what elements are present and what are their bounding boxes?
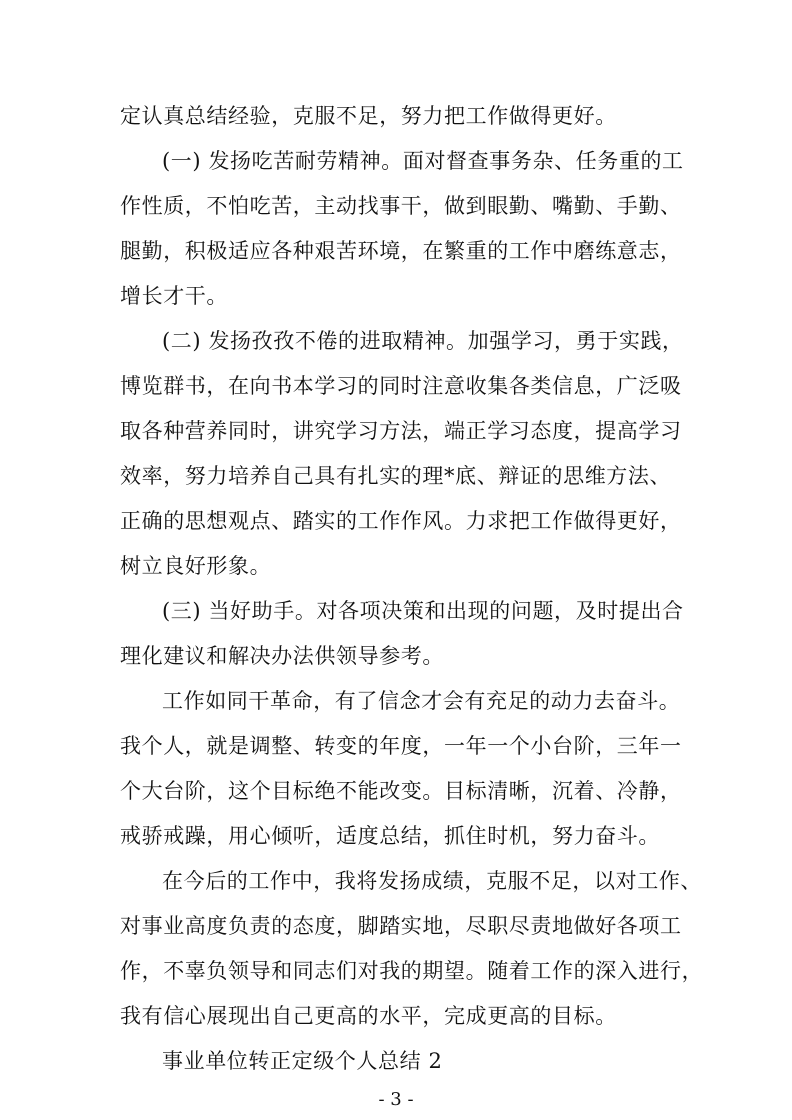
text-line: 我个人，就是调整、转变的年度，一年一个小台阶，三年一 [120,734,682,758]
text-line: 增长才干。 [120,284,228,308]
text-line: 腿勤，积极适应各种艰苦环境，在繁重的工作中磨练意志， [120,239,682,263]
page-number: - 3 - [378,1089,414,1110]
text-line: 对事业高度负责的态度，脚踏实地，尽职尽责地做好各项工 [120,914,682,938]
paragraph-heading-2: (二) 发扬孜孜不倦的进取精神。加强学习，勇于实践， [162,329,684,353]
paragraph-heading-3: (三) 当好助手。对各项决策和出现的问题，及时提出合 [162,599,684,623]
paragraph-start: 在今后的工作中，我将发扬成绩，克服不足，以对工作、 [162,869,702,893]
text-line: 博览群书，在向书本学习的同时注意收集各类信息，广泛吸 [120,374,682,398]
text-line: 正确的思想观点、踏实的工作作风。力求把工作做得更好， [120,509,682,533]
paragraph-heading-1: (一) 发扬吃苦耐劳精神。面对督查事务杂、任务重的工 [162,149,684,173]
text-line: 理化建议和解决办法供领导参考。 [120,644,444,668]
paragraph-start: 工作如同干革命，有了信念才会有充足的动力去奋斗。 [162,689,681,713]
section-title: 事业单位转正定级个人总结 2 [162,1049,443,1073]
text-line: 效率，努力培养自己具有扎实的理*底、辩证的思维方法、 [120,464,672,488]
text-line: 作，不辜负领导和同志们对我的期望。随着工作的深入进行， [120,959,704,983]
text-line: 取各种营养同时，讲究学习方法，端正学习态度，提高学习 [120,419,682,443]
text-line: 我有信心展现出自己更高的水平，完成更高的目标。 [120,1004,617,1028]
text-line: 作性质，不怕吃苦，主动找事干，做到眼勤、嘴勤、手勤、 [120,194,682,218]
text-line: 戒骄戒躁，用心倾听，适度总结，抓住时机，努力奋斗。 [120,824,660,848]
text-line: 定认真总结经验，克服不足，努力把工作做得更好。 [120,104,617,128]
text-line: 树立良好形象。 [120,554,272,578]
text-line: 个大台阶，这个目标绝不能改变。目标清晰，沉着、冷静， [120,779,682,803]
